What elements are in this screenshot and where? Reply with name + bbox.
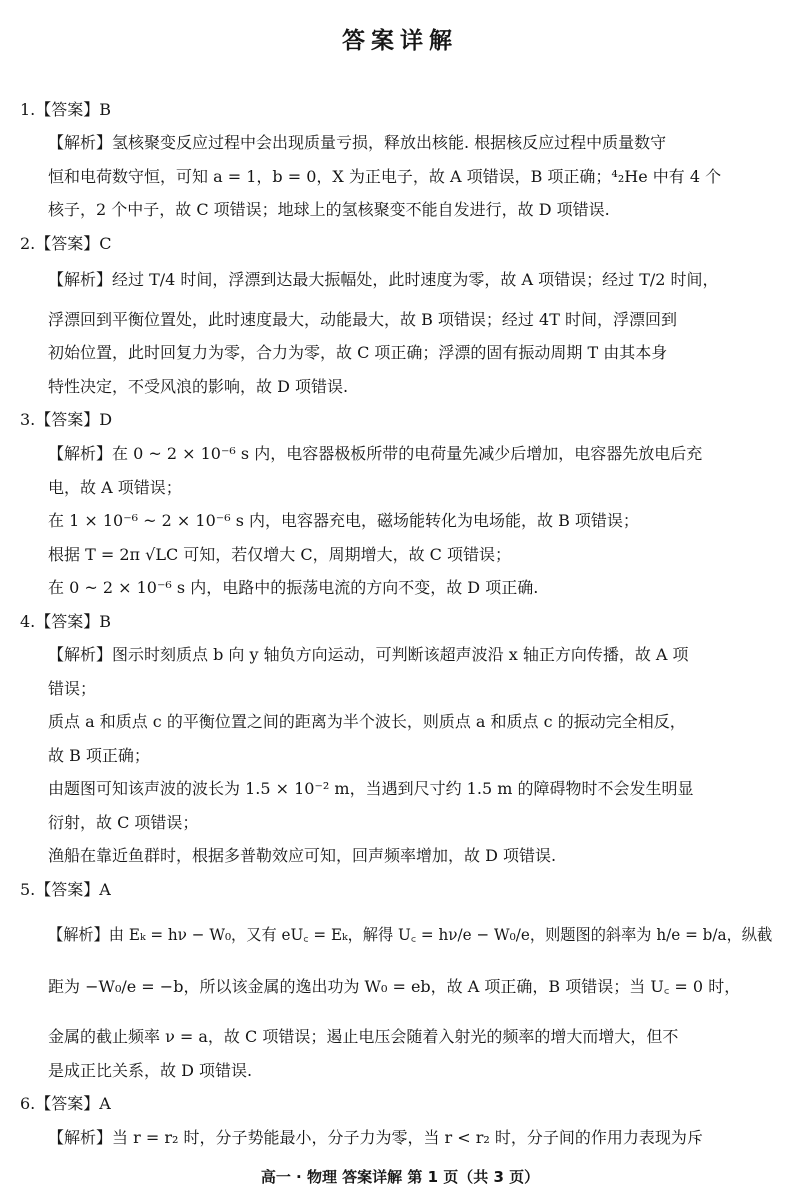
explanation-line: 浮漂回到平衡位置处，此时速度最大，动能最大，故 B 项错误；经过 4T 时间，浮漂回到 <box>48 310 677 329</box>
explanation-line: 根据 T = 2π √LC 可知，若仅增大 C，周期增大，故 C 项错误； <box>48 545 512 564</box>
explanation-line: 故 B 项正确； <box>48 746 150 765</box>
question-answer-line: 6.【答案】A <box>20 1094 111 1113</box>
explanation-line: 渔船在靠近鱼群时，根据多普勒效应可知，回声频率增加，故 D 项错误. <box>48 846 557 865</box>
explanation-line: 【解析】由 Eₖ = hν − W₀，又有 eU꜀ = Eₖ，解得 U꜀ = hν/e − W₀/e，则题图的斜率为 h/e = b/a，纵截 <box>48 925 773 944</box>
question-answer-line: 5.【答案】A <box>20 880 111 899</box>
explanation-line: 【解析】氢核聚变反应过程中会出现质量亏损，释放出核能. 根据核反应过程中质量数守 <box>48 133 667 152</box>
explanation-line: 初始位置，此时回复力为零，合力为零，故 C 项正确；浮漂的固有振动周期 T 由其本身 <box>48 343 668 362</box>
explanation-line: 【解析】当 r = r₂ 时，分子势能最小，分子力为零，当 r < r₂ 时，分子间的作用力表现为斥 <box>48 1128 703 1147</box>
explanation-line: 【解析】经过 T/4 时间，浮漂到达最大振幅处，此时速度为零，故 A 项错误；经过 T/2 时间， <box>48 270 719 289</box>
explanation-line: 金属的截止频率 ν = a，故 C 项错误；遏止电压会随着入射光的频率的增大而增大，但不 <box>48 1027 679 1046</box>
explanation-line: 在 1 × 10⁻⁶ ~ 2 × 10⁻⁶ s 内，电容器充电，磁场能转化为电场能，故 B 项错误； <box>48 511 639 530</box>
page-title: 答案详解 <box>342 28 458 54</box>
explanation-line: 是成正比关系，故 D 项错误. <box>48 1061 253 1080</box>
explanation-line: 由题图可知该声波的波长为 1.5 × 10⁻² m，当遇到尺寸约 1.5 m 的障碍物时不会发生明显 <box>48 779 694 798</box>
explanation-line: 在 0 ~ 2 × 10⁻⁶ s 内，电路中的振荡电流的方向不变，故 D 项正确. <box>48 578 539 597</box>
explanation-line: 恒和电荷数守恒，可知 a = 1，b = 0，X 为正电子，故 A 项错误，B 项正确；⁴₂He 中有 4 个 <box>48 167 722 186</box>
question-answer-line: 1.【答案】B <box>20 100 112 119</box>
question-answer-line: 3.【答案】D <box>20 410 113 429</box>
explanation-line: 【解析】图示时刻质点 b 向 y 轴负方向运动，可判断该超声波沿 x 轴正方向传播，故 A 项 <box>48 645 689 664</box>
question-answer-line: 2.【答案】C <box>20 234 112 253</box>
explanation-line: 距为 −W₀/e = −b，所以该金属的逸出功为 W₀ = eb，故 A 项正确，B 项错误；当 U꜀ = 0 时， <box>48 977 741 996</box>
page-footer: 高一 · 物理 答案详解 第 1 页（共 3 页） <box>260 1168 540 1186</box>
explanation-line: 电，故 A 项错误； <box>48 478 182 497</box>
explanation-line: 【解析】在 0 ~ 2 × 10⁻⁶ s 内，电容器极板所带的电荷量先减少后增加，电容器先放电后充 <box>48 444 703 463</box>
explanation-line: 核子，2 个中子，故 C 项错误；地球上的氢核聚变不能自发进行，故 D 项错误. <box>48 200 610 219</box>
explanation-line: 衍射，故 C 项错误； <box>48 813 199 832</box>
explanation-line: 特性决定，不受风浪的影响，故 D 项错误. <box>48 377 349 396</box>
explanation-line: 质点 a 和质点 c 的平衡位置之间的距离为半个波长，则质点 a 和质点 c 的振动完全相反， <box>48 712 686 731</box>
question-answer-line: 4.【答案】B <box>20 612 112 631</box>
explanation-line: 错误； <box>48 679 97 698</box>
